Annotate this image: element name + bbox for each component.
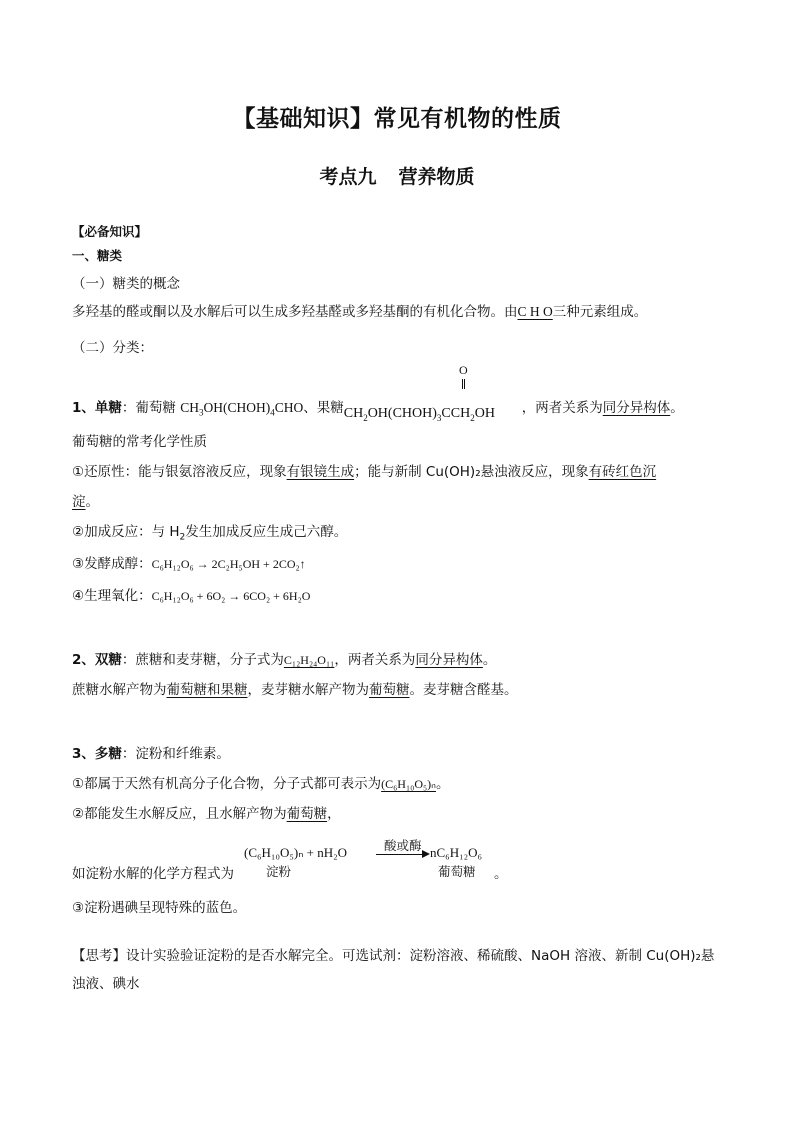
poly-formula-blank: (C₆H₁₀O₅)ₙ (381, 777, 436, 791)
prop1-line: ①还原性：能与银氨溶液反应，现象有银镜生成；能与新制 Cu(OH)₂悬浊液反应，现象有砖红色沉 (72, 464, 657, 480)
poly3-line: ③淀粉遇碘呈现特殊的蓝色。 (72, 900, 247, 916)
poly-label: 3、多糖 (72, 746, 122, 762)
reaction-arrow (376, 854, 424, 855)
poly1-line: ①都属于天然有机高分子化合物，分子式都可表示为(C₆H₁₀O₅)ₙ。 (72, 776, 450, 792)
di-hydrolysis-line: 蔗糖水解产物为葡萄糖和果糖，麦芽糖水解产物为葡萄糖。麦芽糖含醛基。 (72, 682, 518, 698)
glucose-props-heading: 葡萄糖的常考化学性质 (72, 434, 207, 450)
page-title: 【基础知识】常见有机物的性质 (232, 106, 562, 132)
subtitle-topic-name: 营养物质 (398, 166, 475, 188)
prop3-line: ③发酵成醇：C₆H₁₂O₆ → 2C₂H₅OH + 2CO₂↑ (72, 556, 306, 572)
concept-line: 多羟基的醛或酮以及水解后可以生成多羟基醛或多羟基酮的有机化合物。由C H O三种元素组成。 (72, 304, 648, 320)
page-subtitle (0, 162, 794, 189)
starch-eq-right: nC₆H₁₂O₆ (430, 845, 483, 860)
maltose-products-blank: 葡萄糖 (369, 682, 410, 698)
think-line1: 【思考】设计实验验证淀粉的是否水解完全。可选试剂：淀粉溶液、稀硫酸、NaOH 溶液、新制 Cu(OH)₂悬 (72, 948, 715, 964)
di-relation-blank: 同分异构体 (415, 652, 483, 668)
di-label: 2、双糖 (72, 652, 122, 668)
mono-label: 1、单糖 (72, 400, 122, 416)
fermentation-equation: C₆H₁₂O₆ → 2C₂H₅OH + 2CO₂↑ (151, 557, 306, 571)
hydrolysis-condition: 酸或酶 (384, 838, 422, 853)
section-label: 【必备知识】 (72, 224, 148, 239)
classification-heading: （二）分类： (72, 340, 153, 356)
di-formula-blank: C₁₂H₂₄O₁₁ (283, 653, 335, 667)
oxidation-equation: C₆H₁₂O₆ + 6O₂ → 6CO₂ + 6H₂O (151, 589, 311, 603)
prop1-line-cont: 淀。 (72, 494, 99, 510)
monosaccharide-line: 1、单糖：葡萄糖 $CH_3OH(CHOH)_4CHO$、果糖 $CH_2OH(CHOH)_3CCH_2OH$ ，两者关系为同分异构体。 (72, 400, 684, 423)
subtitle-topic-number: 考点九 (319, 166, 377, 188)
brick-red-blank: 有砖红色沉 (588, 464, 657, 480)
concept-blank-elements: C H O (517, 304, 553, 319)
prop4-line: ④生理氧化：C₆H₁₂O₆ + 6O₂ → 6CO₂ + 6H₂O (72, 588, 311, 604)
fructose-double-bond (462, 379, 465, 389)
prop2-line: ②加成反应：与 $H_2$发生加成反应生成己六醇。 (72, 524, 348, 543)
fructose-carbonyl-o: O (459, 363, 468, 377)
disaccharide-line: 2、双糖：蔗糖和麦芽糖，分子式为C₁₂H₂₄O₁₁，两者关系为同分异构体。 (72, 652, 497, 668)
polysaccharide-line: 3、多糖：淀粉和纤维素。 (72, 746, 230, 762)
silver-mirror-blank: 有银镜生成 (286, 464, 355, 480)
sugars-heading: 一、糖类 (72, 248, 123, 263)
sucrose-products-blank: 葡萄糖和果糖 (166, 682, 248, 698)
reaction-arrowhead (422, 850, 430, 858)
think-line2: 浊液、碘水 (72, 976, 140, 992)
starch-name: 淀粉 (266, 864, 292, 879)
concept-heading: （一）糖类的概念 (72, 276, 180, 292)
poly-product-blank: 葡萄糖 (286, 806, 328, 822)
poly-equation-prefix: 如淀粉水解的化学方程式为 (72, 866, 234, 882)
starch-eq-end: 。 (494, 866, 508, 882)
mono-relation-blank: 同分异构体 (602, 400, 671, 416)
glucose-formula: $CH_3OH(CHOH)_4CHO$ (180, 400, 304, 418)
starch-eq-left: (C₆H₁₀O₅)ₙ + nH₂O (244, 845, 348, 860)
think-label: 【思考】 (72, 948, 126, 964)
poly2-line: ②都能发生水解反应，且水解产物为葡萄糖， (72, 806, 341, 822)
glucose-name: 葡萄糖 (438, 864, 476, 879)
